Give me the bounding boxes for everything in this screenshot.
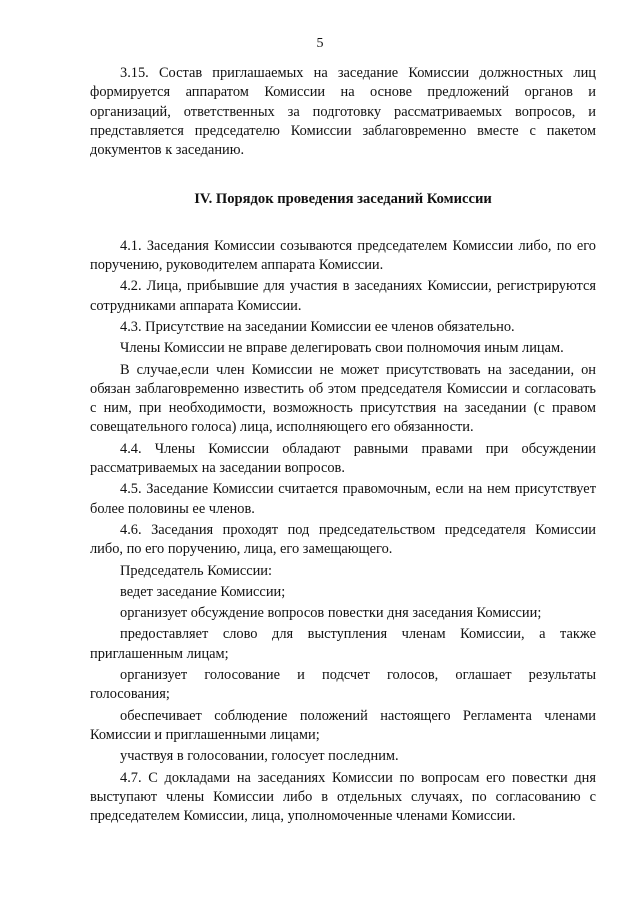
- list-item: участвуя в голосовании, голосует последним.: [120, 748, 399, 765]
- paragraph-4-2: 4.2. Лица, прибывшие для участия в заседаниях Комиссии, регистрируются сотрудниками аппарата Комиссии.: [90, 278, 596, 314]
- paragraph-absence: В случае,если член Комиссии не может присутствовать на заседании, он обязан заблаговременно известить об этом председателя Комиссии и согласовать с ним, при необходимости, возможность присутствия на заседании (с правом совещательного голоса) лица, исполняющего его обязанности.: [90, 361, 596, 436]
- paragraph-4-6: 4.6. Заседания проходят под председательством председателя Комиссии либо, по его поручению, лица, его замещающего.: [90, 521, 596, 558]
- list-item: предоставляет слово для выступления членам Комиссии, а также приглашенным лицам;: [90, 626, 596, 662]
- paragraph-3-15: 3.15. Состав приглашаемых на заседание Комиссии должностных лиц формируется аппаратом Комиссии на основе предложений органов и организаций, ответственных за подготовку рассматриваемых вопросов, и представляется председателю Комиссии заблаговременно вместе с пакетом документов к заседанию.: [90, 65, 596, 159]
- paragraph-4-7: 4.7. С докладами на заседаниях Комиссии по вопросам его повестки дня выступают члены Комиссии либо в отдельных случаях, по согласованию с председателем Комиссии, лица, уполномоченные членами Комиссии.: [90, 769, 596, 825]
- list-item: обеспечивает соблюдение положений настоящего Регламента членами Комиссии и приглашенными лицами;: [90, 707, 596, 743]
- paragraph-4-5: 4.5. Заседание Комиссии считается правомочным, если на нем присутствует более половины ее членов.: [90, 481, 596, 517]
- paragraph-4-1: 4.1. Заседания Комиссии созываются председателем Комиссии либо, по его поручению, руководителем аппарата Комиссии.: [90, 237, 596, 274]
- page-number: 5: [316, 36, 324, 51]
- paragraph-4-3: 4.3. Присутствие на заседании Комиссии ее членов обязательно.: [120, 318, 515, 335]
- list-item: организует голосование и подсчет голосов, оглашает результаты голосования;: [90, 667, 596, 703]
- list-item: ведет заседание Комиссии;: [120, 583, 286, 600]
- paragraph-members-delegation: Члены Комиссии не вправе делегировать свои полномочия иным лицам.: [120, 340, 564, 357]
- list-item: организует обсуждение вопросов повестки дня заседания Комиссии;: [120, 605, 542, 622]
- document-body: [90, 64, 596, 828]
- section-heading: IV. Порядок проведения заседаний Комиссии: [194, 191, 492, 208]
- list-intro: Председатель Комиссии:: [120, 562, 273, 579]
- paragraph-4-4: 4.4. Члены Комиссии обладают равными правами при обсуждении рассматриваемых на заседании вопросов.: [90, 440, 596, 477]
